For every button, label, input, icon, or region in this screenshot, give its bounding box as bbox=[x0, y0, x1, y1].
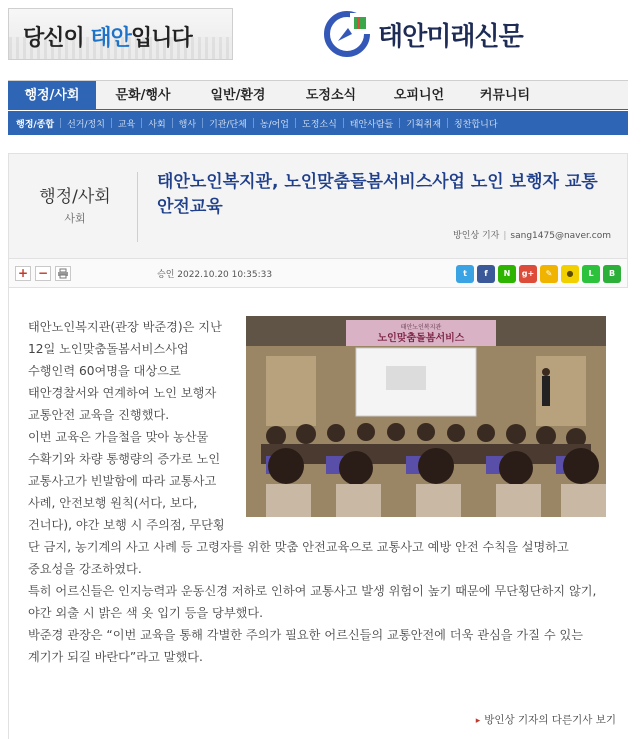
subnav-item-taean-people[interactable]: 태안사람들 bbox=[349, 119, 394, 130]
subnav-item-events[interactable]: 행사 bbox=[178, 119, 197, 130]
line-icon[interactable]: L bbox=[582, 265, 600, 283]
site-logo[interactable] bbox=[324, 8, 523, 60]
subnav-item-agriculture-fishery[interactable]: 농/어업 bbox=[259, 119, 289, 130]
subnav-divider bbox=[343, 118, 344, 128]
subnav-item-admin-general[interactable]: 행정/종합 bbox=[16, 119, 55, 130]
subnav-item-province-news[interactable]: 도정소식 bbox=[302, 119, 337, 130]
subnav-divider bbox=[172, 118, 173, 128]
article-tools-bar bbox=[8, 259, 628, 288]
article-header bbox=[8, 153, 628, 259]
approval-date: 승인 2022.10.20 10:35:33 bbox=[157, 270, 273, 280]
subnav-item-society[interactable]: 사회 bbox=[148, 119, 166, 130]
subnav-divider bbox=[447, 118, 448, 128]
subnav-item-feature-report[interactable]: 기획취재 bbox=[406, 119, 442, 130]
subnav-item-praise[interactable]: 칭찬합니다 bbox=[454, 119, 498, 130]
more-articles-link[interactable] bbox=[476, 712, 616, 727]
font-decrease-button[interactable]: − bbox=[35, 266, 51, 281]
subnav-divider bbox=[60, 118, 61, 128]
more-articles-label: 방인상 기자의 다른기사 보기 bbox=[484, 714, 616, 726]
twitter-icon[interactable]: t bbox=[456, 265, 474, 283]
font-increase-button[interactable]: + bbox=[15, 266, 31, 281]
print-button[interactable] bbox=[55, 266, 71, 281]
subnav-item-organizations[interactable]: 기관/단체 bbox=[209, 119, 247, 130]
nav-item-opinion[interactable]: 오피니언 bbox=[393, 88, 445, 103]
share-buttons bbox=[453, 265, 621, 283]
reporter-email[interactable]: sang1475@naver.com bbox=[510, 231, 611, 241]
banner-text: 당신이 태안입니다 bbox=[23, 25, 192, 51]
nav-item-culture-events[interactable]: 문화/행사 bbox=[115, 88, 171, 103]
subsection-name: 사회 bbox=[64, 212, 86, 225]
subnav-item-education[interactable]: 교육 bbox=[117, 119, 136, 130]
article-body bbox=[28, 316, 608, 668]
subnav-item-election-politics[interactable]: 선거/정치 bbox=[67, 119, 105, 130]
subnav-divider bbox=[111, 118, 112, 128]
article-paragraph: 단 금지, 농기계의 사고 사례 등 고령자를 위한 맞춤 안전교육으로 교통사고 예방 안전 수칙을 설명하고 중요성을 강조하였다. bbox=[28, 540, 569, 576]
reporter-name[interactable]: 방인상 기자 bbox=[453, 231, 500, 241]
kakaostory-icon[interactable]: ✎ bbox=[540, 265, 558, 283]
arrow-right-icon: ▸ bbox=[475, 716, 481, 726]
article-paragraph: 이번 교육은 가을철을 맞아 농산물 수확기와 차량 통행량의 증가로 노인 교통사고가 빈발함에 따라 교통사고 사례, 안전보행 원칙(서다, 보다, 건너다), 야간 보행 시 주의점, 무단횡 bbox=[28, 430, 225, 532]
sub-nav bbox=[8, 111, 628, 135]
nav-item-community[interactable]: 커뮤니티 bbox=[479, 88, 531, 103]
nav-item-province-news[interactable]: 도정소식 bbox=[305, 88, 357, 103]
subnav-divider bbox=[202, 118, 203, 128]
top-banner[interactable] bbox=[8, 8, 233, 60]
content-border bbox=[8, 288, 9, 739]
nav-item-admin-society[interactable]: 행정/사회 bbox=[8, 81, 96, 110]
article-title: 태안노인복지관, 노인맞춤돌봄서비스사업 노인 보행자 교통안전교육 bbox=[157, 172, 598, 217]
nav-item-general-environment[interactable]: 일반/환경 bbox=[210, 88, 266, 103]
facebook-icon[interactable]: f bbox=[477, 265, 495, 283]
byline-separator: | bbox=[503, 231, 507, 241]
photo-banner-org: 태안노인복지관 bbox=[400, 324, 442, 331]
subnav-divider bbox=[253, 118, 254, 128]
subnav-divider bbox=[141, 118, 142, 128]
section-name: 행정/사회 bbox=[39, 187, 111, 207]
article-paragraph: 태안노인복지관(관장 박준경)은 지난 12일 노인맞춤돌봄서비스사업 수행인력 60여명을 대상으로 태안경찰서와 연계하여 노인 보행자 교통안전 교육을 진행했다. bbox=[28, 320, 222, 422]
header-divider bbox=[137, 172, 138, 242]
photo-banner-title: 노인맞춤돌봄서비스 bbox=[377, 333, 465, 344]
naver-icon[interactable]: N bbox=[498, 265, 516, 283]
article-paragraph: 특히 어르신들은 인지능력과 운동신경 저하로 인하여 교통사고 발생 위험이 높기 때문에 무단횡단하지 않기, 야간 외출 시 밝은 색 옷 입기 등을 당부했다. bbox=[28, 584, 597, 620]
googleplus-icon[interactable]: g+ bbox=[519, 265, 537, 283]
logo-mark-icon bbox=[324, 11, 370, 57]
print-icon bbox=[57, 268, 69, 279]
logo-name: 태안미래신문 bbox=[378, 21, 523, 52]
subnav-divider bbox=[399, 118, 400, 128]
kakao-icon[interactable]: ● bbox=[561, 265, 579, 283]
subnav-divider bbox=[295, 118, 296, 128]
main-nav bbox=[8, 80, 628, 110]
band-icon[interactable]: B bbox=[603, 265, 621, 283]
article-paragraph: 박준경 관장은 “이번 교육을 통해 각별한 주의가 필요한 어르신들의 교통안전에 더욱 관심을 가질 수 있는 계기가 되길 바란다”라고 말했다. bbox=[28, 628, 584, 664]
byline bbox=[453, 228, 611, 241]
